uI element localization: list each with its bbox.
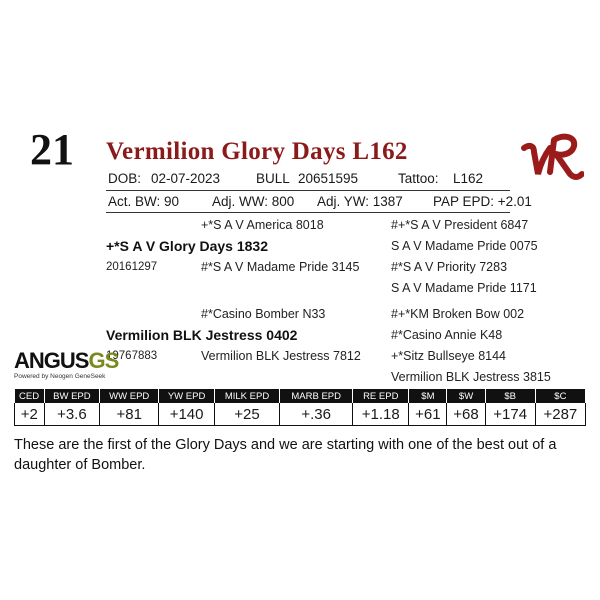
sire-dam-sire: #*S A V Priority 7283 [391, 260, 508, 274]
epd-header: RE EPD [353, 389, 409, 403]
dam-dam-sire: +*Sitz Bullseye 8144 [391, 349, 507, 363]
epd-value: +174 [485, 403, 535, 426]
epd-value: +61 [409, 403, 447, 426]
dam-sire: #*Casino Bomber N33 [201, 307, 326, 321]
epd-value: +81 [100, 403, 159, 426]
weaning-weight: Adj. WW: 800 [212, 194, 295, 209]
tattoo-label: Tattoo: [398, 171, 439, 186]
epd-header: MILK EPD [214, 389, 279, 403]
epd-header: $C [535, 389, 585, 403]
sire-sire: +*S A V America 8018 [201, 218, 324, 232]
vermilion-brand-logo [520, 130, 584, 186]
epd-header: $W [447, 389, 485, 403]
animal-name: Vermilion Glory Days L162 [106, 138, 408, 165]
angus-logo-tagline: Powered by Neogen GeneSeek [14, 373, 106, 380]
lot-number: 21 [30, 125, 74, 174]
epd-value: +3.6 [44, 403, 99, 426]
sire-registration: 20161297 [106, 261, 158, 273]
dob-label: DOB: [108, 171, 142, 186]
sire-sire-sire: #+*S A V President 6847 [391, 218, 529, 232]
dam-registration: 19767883 [106, 350, 158, 362]
epd-header-row [15, 389, 586, 403]
angus-logo-text: ANGUS [14, 348, 89, 373]
info-row-1 [106, 170, 510, 190]
epd-header: $B [485, 389, 535, 403]
info-row-2 [106, 193, 532, 213]
angus-gs-logo [14, 350, 118, 380]
epd-table [14, 389, 586, 426]
epd-value: +1.18 [353, 403, 409, 426]
angus-logo-suffix: GS [88, 348, 119, 373]
lot-description: These are the first of the Glory Days and we are starting with one of the best out of a daughter of Bomber. [14, 437, 557, 473]
sire-dam: #*S A V Madame Pride 3145 [201, 260, 360, 274]
sire-dam-dam: S A V Madame Pride 1171 [391, 281, 537, 295]
epd-value: +25 [214, 403, 279, 426]
registration-number: 20651595 [298, 171, 359, 186]
dam-dam-dam: Vermilion BLK Jestress 3815 [391, 370, 551, 384]
epd-header: YW EPD [159, 389, 214, 403]
epd-value: +.36 [280, 403, 353, 426]
divider [106, 190, 510, 191]
epd-value-row [15, 403, 586, 426]
epd-value: +287 [535, 403, 585, 426]
dam: Vermilion BLK Jestress 0402 [106, 327, 298, 343]
birth-weight: Act. BW: 90 [108, 194, 180, 209]
epd-header: BW EPD [44, 389, 99, 403]
epd-value: +140 [159, 403, 214, 426]
pap-epd: PAP EPD: +2.01 [433, 194, 532, 209]
dam-sire-sire: #+*KM Broken Bow 002 [391, 307, 525, 321]
divider [106, 212, 510, 213]
sire: +*S A V Glory Days 1832 [106, 238, 268, 254]
sex: BULL [256, 171, 290, 186]
epd-header: $M [409, 389, 447, 403]
epd-value: +2 [15, 403, 45, 426]
epd-header: WW EPD [100, 389, 159, 403]
dam-sire-dam: #*Casino Annie K48 [391, 328, 503, 342]
epd-header: CED [15, 389, 45, 403]
dam-dam: Vermilion BLK Jestress 7812 [201, 349, 361, 363]
epd-value: +68 [447, 403, 485, 426]
epd-header: MARB EPD [280, 389, 353, 403]
tattoo-value: L162 [453, 171, 484, 186]
yearling-weight: Adj. YW: 1387 [317, 194, 403, 209]
sire-sire-dam: S A V Madame Pride 0075 [391, 239, 538, 253]
dob-value: 02-07-2023 [151, 171, 221, 186]
